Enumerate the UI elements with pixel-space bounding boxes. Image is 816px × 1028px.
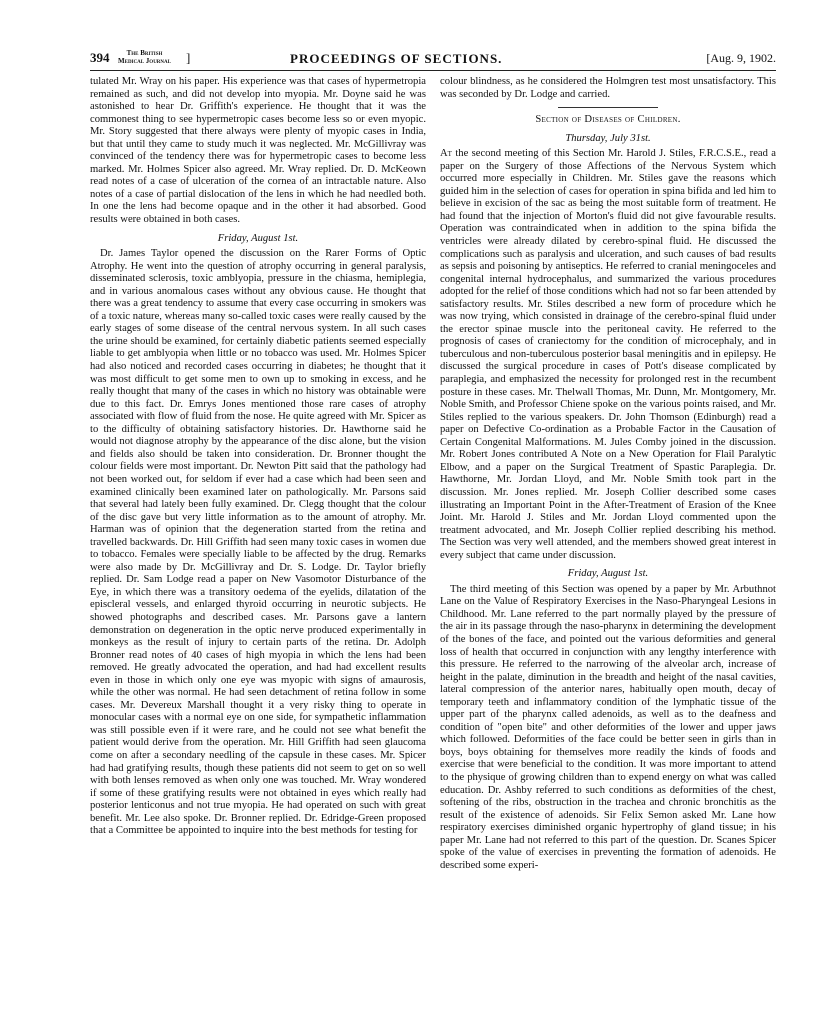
journal-bracket: ]: [186, 50, 191, 65]
running-header: [90, 50, 776, 71]
section-divider: [558, 107, 658, 108]
section-heading: Section of Diseases of Children.: [535, 114, 681, 126]
page-number: 394: [90, 50, 110, 65]
journal-name-line1: The British: [126, 49, 163, 57]
issue-date: [Aug. 9, 1902.: [706, 51, 776, 65]
paragraph: colour blindness, as he considered the Holmgren test most unsatisfactory. This was seconded by Dr. Lodge and carried.: [440, 76, 776, 100]
paragraph: tulated Mr. Wray on his paper. His experience was that cases of hypermetropia remained as such, and did not develop into myopia. Mr. Doyne said he was astonished to hear Dr. Griffith's experience. He thought that it was the commonest thing to see hypermetropic cases become less so or even myopic. Mr. Story suggested that there always were plenty of myopic cases in India, but that until they came to study much it was neglected. Mr. McGillivray was convinced of the tendency there was for hypermetropic cases to become less marked. Mr. Holmes Spicer also agreed. Mr. Wray replied. Dr. D. McKeown read notes of a case of ulceration of the cornea of an intractable nature. Also notes of a case of partial dislocation of the lens in which he had needled both. In one the lens had become opaque and in the other it had absorbed. Good results were obtained in both cases.: [90, 76, 426, 226]
paragraph: Dr. James Taylor opened the discussion on the Rarer Forms of Optic Atrophy. He went into the question of atrophy occurring in general paralysis, disseminated sclerosis, toxic amblyopia, pressure in the chiasma, hemiplegia, and in various anomalous cases without any obvious cause. He thought that there was a great tendency to assume that every case occurring in smokers was of a toxic nature, whereas many so-called toxic cases were really caused by the early stages of some disease of the central nervous system. In all such cases the urine should be examined, for certainly diabetic patients seemed especially liable to get amblyopia when little or no tobacco was used. Mr. Holmes Spicer had also noticed and recorded cases occurring in diabetes; he thought that it was most difficult to get some men to own up to smoking in excess, and he really thought that many of the cases in which no history was obtainable were due to this fact. Dr. Emrys Jones mentioned those rare cases of atrophy associated with flow of fluid from the nose. He quite agreed with Mr. Spicer as to the difficulty of obtaining satisfactory histories. Dr. Hawthorne said he would not diagnose atrophy by the appearance of the disc alone, but the vision and fields also should be taken into consideration. Dr. Bronner thought the colour fields were most important. Dr. Newton Pitt said that the pathology had not been worked out, for seldom if ever had a case which had been seen and examined clinically been examined later on pathologically. Mr. Parsons said that several had lately been fully examined. Dr. Clegg thought that the colour of the disc gave but very little information as to the amount of atrophy. Mr. Harman was of opinion that the degeneration started from the retina and travelled backwards. Dr. Hill Griffith had seen many toxic cases in women due to tobacco. Females were specially liable to be affected by the drug. Remarks were also made by Dr. McGillivray and Dr. S. Lodge. Dr. Taylor briefly replied. Dr. Sam Lodge read a paper on New Vasomotor Disturbance of the Eye, in which there was a transitory oedema of the eyelids, dilatation of the episcleral vessels, and enlarged thyroid occurring in neurotic subjects. He showed photographs and described cases. Mr. Parsons gave a lantern demonstration on degeneration in the optic nerve produced experimentally in monkeys as the result of injury to certain parts of the retina. Dr. Adolph Bronner read notes of 40 cases of high myopia in which the lens had been removed. He greatly advocated the operation, and had had excellent results even in those in which only one eye was myopic with signs of amaurosis, while the other was normal. He had seen detachment of retina follow in some cases. Mr. Devereux Marshall thought it a very risky thing to operate in monocular cases with a normal eye on one side, for sympathetic inflammation was still possible even if it were rare, and he could not see what benefit the patient would derive from the operation. Mr. Hill Griffith had seen glaucoma come on after a secondary needling of the capsule in these cases. Mr. Spicer had had gratifying results, though these patients did not seem to get on so well with both lenses removed as when only one was touched. Mr. Wray wondered if some of these gratifying results were not obtained in eyes which really had posterior lenticonus and not true myopia. He had operated on such with great benefit. Mr. Lee also spoke. Dr. Bronner replied. Dr. Edridge-Green proposed that a Committee be appointed to inquire into the best methods for testing for: [90, 248, 426, 837]
subheading-date: Friday, August 1st.: [567, 568, 649, 580]
running-title: PROCEEDINGS OF SECTIONS.: [290, 51, 503, 66]
paragraph: The third meeting of this Section was opened by a paper by Mr. Arbuthnot Lane on the Value of Respiratory Exercises in the Naso-Pharyngeal Lesions in Childhood. Mr. Lane referred to the part normally played by the pressure of the air in its passage through the naso-pharynx in determining the development of the bones of the face, and pointed out the various deformities and general loss of health that occurred in conjunction with any lengthy interference with this pressure. He referred to the narrowing of the alveolar arch, increase of height in the palate, diminution in the breadth and height of the nasal cavities, lateral compression of the anterior nares, habitually open mouth, decay of temporary teeth and inflammatory condition of the lymphatic tissue of the upper part of the pharynx called adenoids, as well as to the deafness and condition of "open bite" and other deformities of the lower and upper jaws which followed. Deformities of the face could be better seen in girls than in boys, boys obtaining for themselves more readily the kinds of foods and exercise that were beneficial to the condition. It was more important to attend to the physique of growing children than to expend energy on what was called education. Dr. Ashby referred to such conditions as deformities of the chest, softening of the ribs, obstruction in the trachea and chronic bronchitis as the result of the existence of adenoids. Sir Felix Semon asked Mr. Lane how respiratory exercises diminished organic hypertrophy of gland tissue; in his paper Mr. Lane had not referred to this part of the question. Dr. Scanes Spicer spoke of the value of exercises in preventing the formation of adenoids. He described some experi-: [440, 583, 776, 871]
journal-name-line2: Medical Journal: [118, 57, 171, 65]
right-column: [440, 76, 776, 872]
left-column: [90, 76, 426, 838]
paragraph: [440, 148, 776, 562]
paragraph-text: the second meeting of this Section Mr. Harold J. Stiles, F.R.C.S.E., read a paper on the Surgery of those Affections of the Nervous System which occurred more especially in Children. Mr. Stiles gave the reasons which guided him in the selection of cases for operation in spina bifida and led him to believe in excision of the sac as being the most suitable form of treatment. He had found that the injection of Morton's fluid did not give favourable results. Operation was contraindicated when in addition to the spina bifida the ventricles were already dilated by cerebro-spinal fluid. He discussed the complications such as paralysis and ulceration, and such causes of bad results as sepsis and poisoning by antiseptics. He referred to cranial meningoceles and congenital internal hydrocephalus, and summarized the various procedures adopted for the relief of those conditions which had not so far been attended by satisfactory results. Mr. Stiles described a new form of procedure which he was now trying, which consisted in drainage of the cerebro-spinal fluid under the erector spinae muscle into the peritoneal cavity. He referred to the prognosis of cases of craniectomy for the condition of microcephaly, and in tuberculous and non-tuberculous posterior basal meningitis and in epilepsy. He discussed the surgical procedure in cases of Pott's disease complicated by paraplegia, and emphasized the necessity for prolonged rest in the recumbent posture in these cases. Mr. Thelwall Thomas, Mr. Dunn, Mr. Montgomery, Mr. Noble Smith, and Professor Chiene spoke on the various points raised, and Mr. Stiles replied to the various speakers. Dr. John Thomson (Edinburgh) read a paper on Defective Co-ordination as a Probable Factor in the Causation of Certain Congenital Malformations. M. Jules Comby joined in the discussion. Mr. Robert Jones contributed A Note on a New Operation for Flail Paralytic Elbow, and a paper on the Surgical Treatment of Spastic Paraplegia. Dr. Hawthorne, Mr. Jordan Lloyd, and Mr. Noble Smith took part in the discussion. Mr. Jones replied. Mr. Joseph Collier described some cases illustrating an Important Point in the After-Treatment of Erasion of the Knee Joint. Mr. Harold J. Stiles and Mr. Jordan Lloyd commented upon the treatment advocated, and Mr. Joseph Collier replied describing his method. The Section was very well attended, and the members showed great interest in every subject that came under discussion.: [440, 148, 776, 561]
lead-word: At: [440, 148, 452, 160]
subheading-date: Thursday, July 31st.: [565, 132, 651, 144]
journal-name: [118, 49, 171, 65]
subheading-date: Friday, August 1st.: [217, 232, 299, 244]
